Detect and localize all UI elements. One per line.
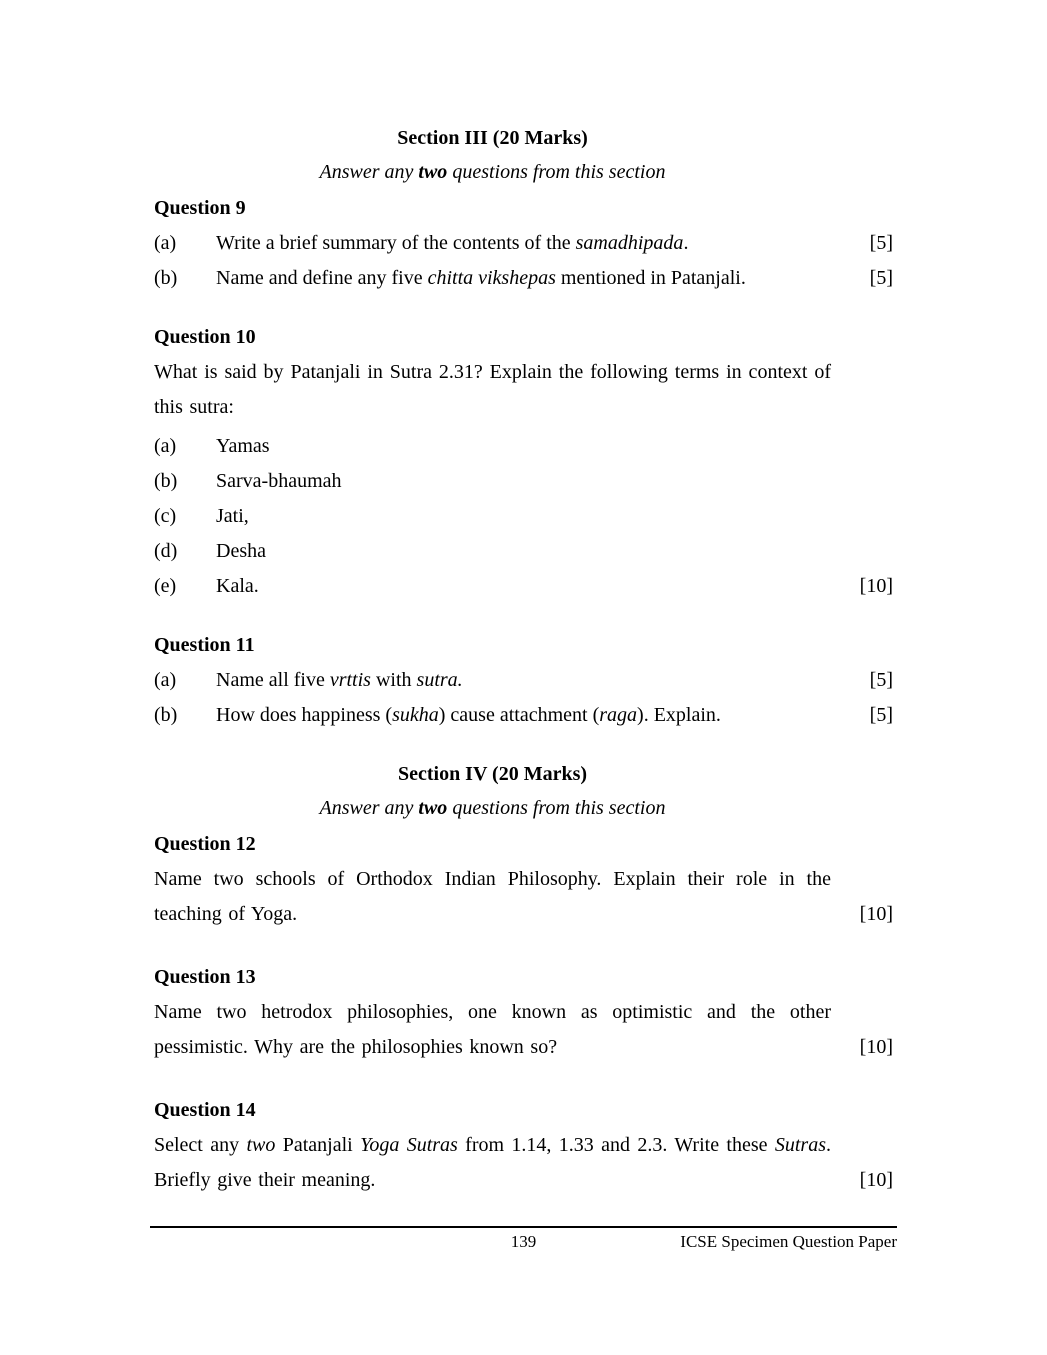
section-heading: Section IV (20 Marks): [397, 763, 588, 785]
part-text: Write a brief summary of the contents of the samadhipada.: [216, 232, 689, 254]
question-part: [154, 666, 893, 694]
part-text: Jati,: [216, 505, 249, 527]
question-heading: Question 14: [154, 1099, 256, 1121]
part-text: How does happiness (sukha) cause attachment (raga). Explain.: [216, 704, 721, 726]
part-text: Name and define any five chitta vikshepas mentioned in Patanjali.: [216, 267, 746, 289]
paragraph-text: What is said by Patanjali in Sutra 2.31? Explain the following terms in context of this sutra:: [154, 361, 831, 418]
section-subtitle: Answer any two questions from this section: [319, 161, 666, 183]
marks: [10]: [859, 575, 893, 597]
paragraph-text: Select any two Patanjali Yoga Sutras from 1.14, 1.33 and 2.3. Write these Sutras. Briefly give their meaning.: [154, 1134, 831, 1191]
page-content: [154, 124, 893, 1198]
marks: [5]: [869, 267, 893, 289]
paragraph-text: Name two schools of Orthodox Indian Philosophy. Explain their role in the teaching of Yoga.: [154, 868, 831, 925]
part-text: Yamas: [216, 435, 270, 457]
marks: [10]: [859, 903, 893, 925]
question-heading: Question 13: [154, 966, 256, 988]
question-part: [154, 701, 893, 729]
question-heading: Question 12: [154, 833, 256, 855]
part-label: (e): [154, 575, 177, 597]
footer-right-text: ICSE Specimen Question Paper: [680, 1232, 897, 1251]
question-heading: Question 10: [154, 326, 256, 348]
part-label: (a): [154, 669, 177, 691]
question-paragraph: [154, 355, 893, 425]
page-footer: [150, 1226, 897, 1253]
part-label: (c): [154, 505, 177, 527]
question-part: [154, 467, 893, 495]
question-heading: Question 11: [154, 634, 255, 656]
section-subtitle: Answer any two questions from this section: [319, 797, 666, 819]
question-heading: Question 9: [154, 197, 246, 219]
part-label: (d): [154, 540, 178, 562]
part-label: (b): [154, 704, 178, 726]
question-paragraph: [154, 862, 893, 932]
question-part: [154, 537, 893, 565]
footer-row: [150, 1231, 897, 1253]
part-text: Kala.: [216, 575, 259, 597]
question-part: [154, 432, 893, 460]
page-number: 139: [510, 1232, 537, 1251]
paragraph-text: Name two hetrodox philosophies, one known as optimistic and the other pessimistic. Why are the philosophies known so?: [154, 1001, 831, 1058]
marks: [10]: [859, 1169, 893, 1191]
question-paragraph: [154, 1128, 893, 1198]
part-label: (a): [154, 232, 177, 254]
part-text: Desha: [216, 540, 266, 562]
marks: [10]: [859, 1036, 893, 1058]
question-paragraph: [154, 995, 893, 1065]
question-part: [154, 502, 893, 530]
part-text: Sarva-bhaumah: [216, 470, 342, 492]
section-heading: Section III (20 Marks): [397, 127, 588, 149]
marks: [5]: [869, 669, 893, 691]
marks: [5]: [869, 704, 893, 726]
marks: [5]: [869, 232, 893, 254]
part-label: (b): [154, 267, 178, 289]
question-part: [154, 229, 893, 257]
part-text: Name all five vrttis with sutra.: [216, 669, 463, 691]
question-part: [154, 572, 893, 600]
part-label: (b): [154, 470, 178, 492]
part-label: (a): [154, 435, 177, 457]
question-part: [154, 264, 893, 292]
